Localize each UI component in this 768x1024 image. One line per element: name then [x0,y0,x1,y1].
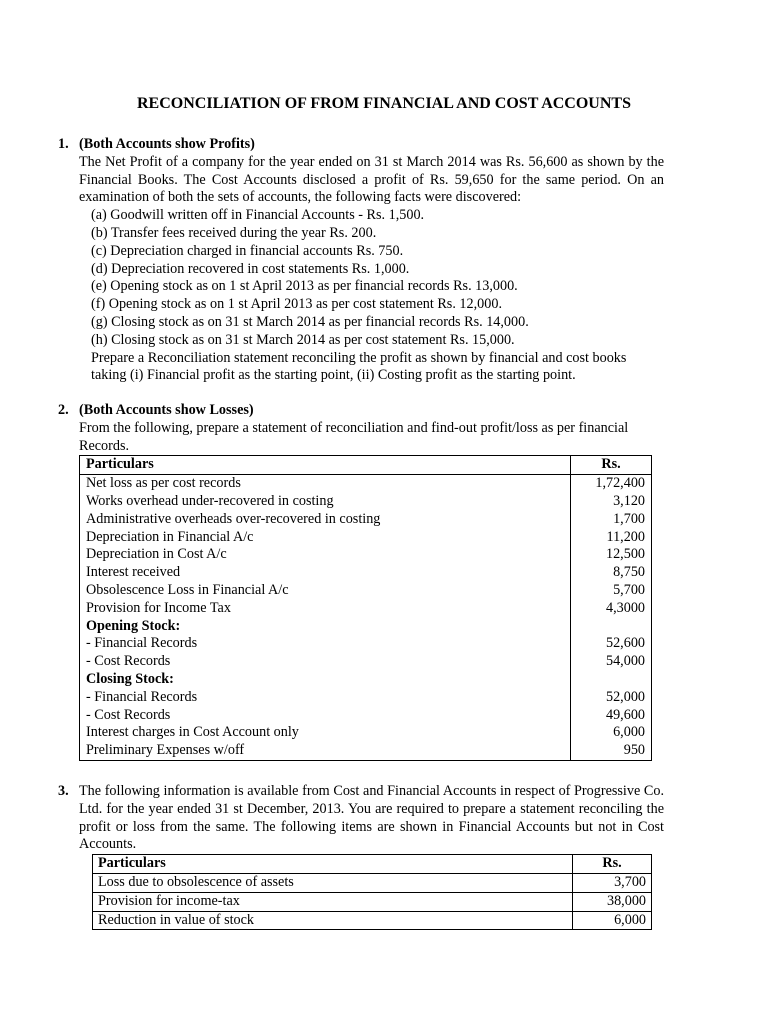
data-table [79,455,652,761]
row-amount: 12,500 [571,546,652,564]
row-label: Closing Stock: [86,670,174,687]
table-row [80,529,652,547]
question-number: 2. [58,402,69,418]
table-row [80,564,652,582]
row-amount: 3,700 [573,873,652,892]
question-number: 3. [58,783,69,799]
row-amount: 1,700 [571,511,652,529]
column-header-amount: Rs. [571,456,652,475]
table-row [80,724,652,742]
table-row [80,635,652,653]
table-row [93,873,652,892]
row-label: Preliminary Expenses w/off [86,742,245,759]
row-label: Depreciation in Cost A/c [86,546,227,563]
row-label: Provision for Income Tax [86,599,231,616]
table-body [80,475,652,761]
row-amount: 52,000 [571,689,652,707]
table-header-row [93,855,652,874]
table-row [80,653,652,671]
row-amount: 950 [571,742,652,760]
question-intro: The Net Profit of a company for the year ended on 31 st March 2014 was Rs. 56,600 as shown by the Financial Books. The Cost Accounts disclosed a profit of Rs. 59,650 for the same period. On an examination of both the sets of accounts, the following facts were discovered: [79,153,664,206]
question-1 [58,136,678,385]
row-amount: 3,120 [571,493,652,511]
row-label: Interest charges in Cost Account only [86,724,299,741]
row-label: - Cost Records [86,653,171,670]
column-header-amount: Rs. [573,855,652,874]
row-label: Provision for income-tax [93,892,573,911]
row-label: Net loss as per cost records [86,475,241,492]
row-label: - Cost Records [86,706,171,723]
list-item: (g) Closing stock as on 31 st March 2014 as per financial records Rs. 14,000. [91,313,529,330]
row-amount: 52,600 [571,635,652,653]
row-amount [571,618,652,636]
row-label: Reduction in value of stock [93,911,573,930]
row-amount: 4,3000 [571,600,652,618]
row-amount: 6,000 [573,911,652,930]
question-instruction: Prepare a Reconciliation statement reconciling the profit as shown by financial and cost books taking (i) Financial profit as the starting point, (ii) Costing profit as the starting point. [91,349,627,384]
fact-list [79,207,664,385]
table-row [80,671,652,689]
row-label: Administrative overheads over-recovered in costing [86,510,381,527]
table-row [93,892,652,911]
question-3 [58,783,678,930]
list-item: (e) Opening stock as on 1 st April 2013 as per financial records Rs. 13,000. [91,278,518,295]
table-row [80,689,652,707]
row-amount: 54,000 [571,653,652,671]
question-heading: (Both Accounts show Losses) [79,402,254,418]
page-title: RECONCILIATION OF FROM FINANCIAL AND COST ACCOUNTS [137,95,631,112]
row-label: Works overhead under-recovered in costing [86,492,334,509]
row-label: - Financial Records [86,635,198,652]
row-amount [571,671,652,689]
table-body [93,873,652,929]
question-number: 1. [58,136,69,152]
list-item: (b) Transfer fees received during the year Rs. 200. [91,224,377,241]
table-row [80,618,652,636]
row-label: - Financial Records [86,688,198,705]
row-amount: 1,72,400 [571,475,652,493]
row-amount: 8,750 [571,564,652,582]
row-amount: 6,000 [571,724,652,742]
question-intro: From the following, prepare a statement of reconciliation and find-out profit/loss as per financial Records. [79,419,629,454]
row-label: Loss due to obsolescence of assets [93,873,573,892]
table-row [80,493,652,511]
question-heading: (Both Accounts show Profits) [79,136,255,152]
table-header-row [80,456,652,475]
table-row [80,511,652,529]
list-item: (d) Depreciation recovered in cost statements Rs. 1,000. [91,260,410,277]
row-label: Obsolescence Loss in Financial A/c [86,581,289,598]
list-item: (h) Closing stock as on 31 st March 2014 as per cost statement Rs. 15,000. [91,331,515,348]
row-label: Depreciation in Financial A/c [86,528,254,545]
table-row [80,707,652,725]
question-2 [58,402,678,761]
row-amount: 5,700 [571,582,652,600]
row-amount: 38,000 [573,892,652,911]
table-row [80,546,652,564]
list-item: (a) Goodwill written off in Financial Accounts - Rs. 1,500. [91,207,425,224]
column-header-particulars: Particulars [80,456,571,475]
column-header-particulars: Particulars [93,855,573,874]
row-label: Interest received [86,564,181,581]
table-row [80,582,652,600]
list-item: (f) Opening stock as on 1 st April 2013 as per cost statement Rs. 12,000. [91,296,502,313]
row-amount: 49,600 [571,707,652,725]
table-row [93,911,652,930]
data-table [92,854,652,930]
table-row [80,475,652,493]
table-row [80,742,652,760]
row-label: Opening Stock: [86,617,181,634]
list-item: (c) Depreciation charged in financial accounts Rs. 750. [91,242,404,259]
question-intro: The following information is available from Cost and Financial Accounts in respect of Progressive Co. Ltd. for the year ended 31 st December, 2013. You are required to prepare a statement reconciling the profit or loss from the same. The following items are shown in Financial Accounts but not in Cost Accounts. [79,783,664,853]
row-amount: 11,200 [571,529,652,547]
table-row [80,600,652,618]
